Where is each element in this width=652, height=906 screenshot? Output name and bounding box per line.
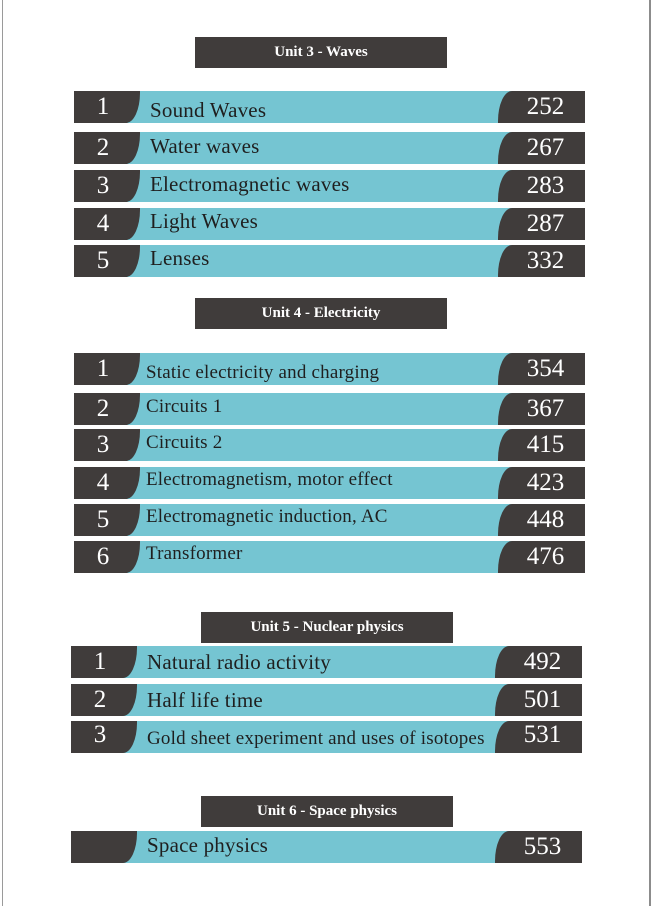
lesson-row-unit5-2[interactable] <box>71 684 582 716</box>
lesson-page-number: 448 <box>498 504 585 536</box>
lesson-number: 5 <box>74 245 140 277</box>
lesson-row-unit5-1[interactable] <box>71 646 582 678</box>
lesson-row-unit4-2[interactable] <box>74 393 585 425</box>
lesson-page-number: 332 <box>498 245 585 277</box>
lesson-page-number: 267 <box>498 132 585 164</box>
lesson-number: 4 <box>74 467 140 499</box>
lesson-row-unit3-2[interactable] <box>74 132 585 164</box>
lesson-row-unit5-3[interactable] <box>71 721 582 753</box>
lesson-page-number: 492 <box>495 646 582 678</box>
lesson-number: 2 <box>74 393 140 425</box>
lesson-row-unit3-3[interactable] <box>74 170 585 202</box>
lesson-row-unit6-1[interactable] <box>71 831 582 863</box>
lesson-number: 2 <box>71 684 137 716</box>
lesson-page-number: 287 <box>498 208 585 240</box>
lesson-page-number: 553 <box>495 831 582 863</box>
unit-6-header: Unit 6 - Space physics <box>201 796 453 827</box>
lesson-row-unit4-5[interactable] <box>74 504 585 536</box>
lesson-number: 4 <box>74 208 140 240</box>
lesson-title: Light Waves <box>150 208 259 233</box>
lesson-title: Circuits 1 <box>146 396 223 417</box>
lesson-row-unit4-3[interactable] <box>74 429 585 461</box>
lesson-title: Gold sheet experiment and uses of isotopes <box>147 728 485 749</box>
lesson-page-number: 367 <box>498 393 585 425</box>
lesson-page-number: 415 <box>498 429 585 461</box>
lesson-page-number: 252 <box>498 91 585 123</box>
lesson-row-unit4-1[interactable] <box>74 353 585 385</box>
lesson-page-number: 354 <box>498 353 585 385</box>
lesson-number: 3 <box>74 170 140 202</box>
lesson-page-number: 423 <box>498 467 585 499</box>
lesson-number: 3 <box>71 721 137 753</box>
lesson-page-number: 476 <box>498 541 585 573</box>
lesson-row-unit3-5[interactable] <box>74 245 585 277</box>
lesson-title: Natural radio activity <box>147 649 331 674</box>
lesson-number: 2 <box>74 132 140 164</box>
lesson-title: Sound Waves <box>150 97 267 122</box>
page-edge-left <box>2 0 3 906</box>
lesson-title: Electromagnetic induction, AC <box>146 506 388 527</box>
unit-5-header: Unit 5 - Nuclear physics <box>201 612 453 643</box>
lesson-row-unit3-1[interactable] <box>74 91 585 123</box>
lesson-row-unit4-6[interactable] <box>74 541 585 573</box>
lesson-number: 6 <box>74 541 140 573</box>
lesson-number <box>71 831 137 863</box>
lesson-title: Electromagnetic waves <box>150 171 350 196</box>
lesson-number: 3 <box>74 429 140 461</box>
lesson-number: 1 <box>71 646 137 678</box>
lesson-page-number: 283 <box>498 170 585 202</box>
lesson-row-unit4-4[interactable] <box>74 467 585 499</box>
lesson-title: Space physics <box>147 832 268 857</box>
lesson-number: 5 <box>74 504 140 536</box>
lesson-title: Electromagnetism, motor effect <box>146 469 393 490</box>
lesson-number: 1 <box>74 91 140 123</box>
lesson-title: Transformer <box>146 543 243 564</box>
unit-3-header: Unit 3 - Waves <box>195 37 447 68</box>
lesson-title: Lenses <box>150 245 210 270</box>
lesson-page-number: 531 <box>495 721 582 753</box>
unit-4-header: Unit 4 - Electricity <box>195 298 447 329</box>
lesson-page-number: 501 <box>495 684 582 716</box>
page-edge-right <box>649 0 651 906</box>
lesson-row-unit3-4[interactable] <box>74 208 585 240</box>
lesson-title: Circuits 2 <box>146 432 223 453</box>
lesson-number: 1 <box>74 353 140 385</box>
lesson-title: Water waves <box>150 133 260 158</box>
lesson-title: Static electricity and charging <box>146 362 380 383</box>
lesson-title: Half life time <box>147 687 263 712</box>
